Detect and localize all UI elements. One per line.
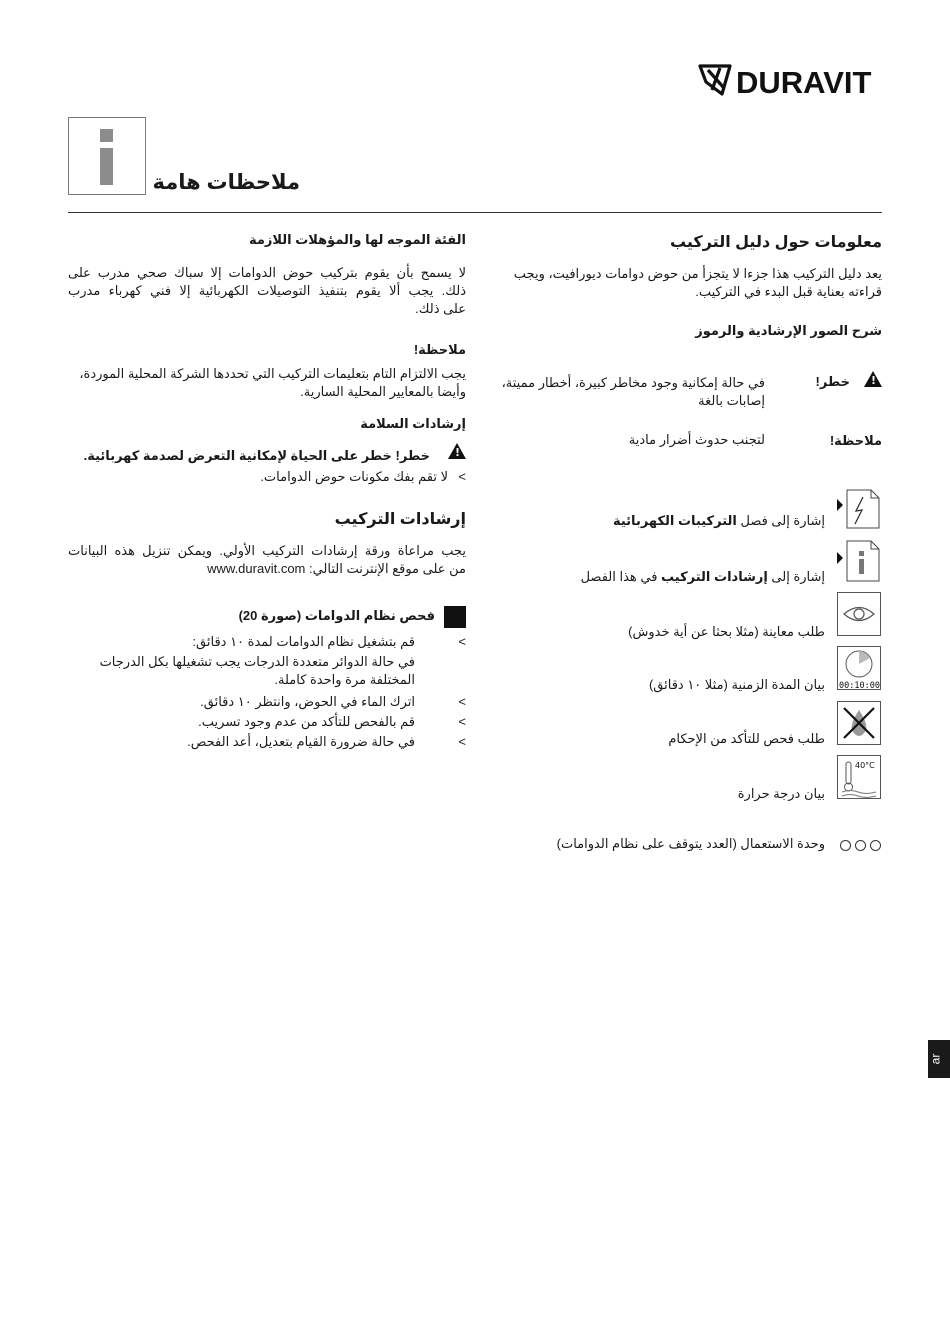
temperature-value: 40°C xyxy=(855,761,875,770)
check-item-1: قم بتشغيل نظام الدوامات لمدة ١٠ دقائق: xyxy=(192,634,415,649)
check-item-3: قم بالفحص للتأكد من عدم وجود تسريب. xyxy=(198,714,415,729)
info-icon xyxy=(68,117,146,195)
brand-name: DURAVIT xyxy=(736,65,872,100)
note-description: لتجنب حدوث أضرار مادية xyxy=(628,432,765,447)
duration-text: بيان المدة الزمنية (مثلا ١٠ دقائق) xyxy=(648,677,825,692)
control-unit-text: وحدة الاستعمال (العدد يتوقف على نظام الدوامات) xyxy=(556,836,825,851)
timer-value: 00:10:00 xyxy=(839,681,880,691)
note-text: يجب الالتزام التام بتعليمات التركيب التي تحددها الشركة المحلية الموردة، وأيضا بالمعايير المحلية السارية. xyxy=(79,366,466,399)
check-bullet: > xyxy=(458,634,466,649)
electrical-chapter-icon xyxy=(837,487,881,531)
page-title: ملاحظات هامة xyxy=(152,171,300,194)
check-item-4: في حالة ضرورة القيام بتعديل، أعد الفحص. xyxy=(187,734,415,749)
safety-warning: خطر! خطر على الحياة لإمكانية التعرض لصدمة كهربائية. xyxy=(83,448,430,463)
eye-icon xyxy=(837,592,881,636)
install-text: يجب مراعاة ورقة إرشادات التركيب الأولي. ويمكن تنزيل هذه البيانات من على موقع الإنترنت التالي: www.duravit.com xyxy=(68,543,466,576)
check-bullet: > xyxy=(458,734,466,749)
check-bullet: > xyxy=(458,714,466,729)
target-group-text: لا يسمح بأن يقوم بتركيب حوض الدوامات إلا سباك صحي مدرب على ذلك. يجب ألا يقوم بتنفيذ التوصيلات الكهربائية إلا فني كهرباء مدرب على ذلك. xyxy=(68,265,466,316)
manual-info-text: يعد دليل التركيب هذا جزءا لا يتجزأ من حوض دوامات ديورافيت، ويجب قراءته بعناية قبل البدء في التركيب. xyxy=(513,266,882,299)
timer-icon xyxy=(837,646,881,690)
safety-heading: إرشادات السلامة xyxy=(360,416,466,431)
check-heading: فحص نظام الدوامات (صورة 20) xyxy=(238,608,435,623)
safety-bullet: > xyxy=(458,469,466,484)
duravit-url[interactable]: www.duravit.com xyxy=(207,561,306,576)
control-unit-circles xyxy=(836,837,881,855)
thermometer-icon xyxy=(837,755,881,799)
safety-item: لا تقم بفك مكونات حوض الدوامات. xyxy=(260,469,448,484)
manual-info-heading: معلومات حول دليل التركيب xyxy=(669,234,882,251)
symbols-heading: شرح الصور الإرشادية والرموز xyxy=(695,323,882,338)
install-heading: إرشادات التركيب xyxy=(334,511,466,528)
leak-check-icon xyxy=(837,701,881,745)
inspection-text: طلب معاينة (مثلا بحثا عن أية خدوش) xyxy=(628,624,825,639)
check-bullet: > xyxy=(458,694,466,709)
leak-check-text: طلب فحص للتأكد من الإحكام xyxy=(668,731,825,746)
check-item-1-detail: في حالة الدوائر متعددة الدرجات يجب تشغيلها بكل الدرجات المختلفة مرة واحدة كاملة. xyxy=(99,654,415,687)
duravit-logo xyxy=(696,58,882,102)
temperature-text: بيان درجة حرارة xyxy=(737,786,825,801)
check-item-2: اترك الماء في الحوض، وانتظر ١٠ دقائق. xyxy=(200,694,415,709)
title-divider xyxy=(68,212,882,213)
electrical-chapter-text: إشارة إلى فصل التركيبات الكهربائية xyxy=(612,513,825,528)
step-square-marker xyxy=(444,606,466,628)
note-label: ملاحظة! xyxy=(829,433,882,448)
note-heading: ملاحظة! xyxy=(413,342,466,357)
installation-chapter-icon xyxy=(837,538,881,582)
language-tab: ar xyxy=(928,1040,950,1078)
danger-label: خطر! xyxy=(815,374,850,389)
installation-chapter-text: إشارة إلى إرشادات التركيب في هذا الفصل xyxy=(580,569,825,584)
target-group-heading: الفئة الموجه لها والمؤهلات اللازمة xyxy=(249,232,466,247)
danger-description: في حالة إمكانية وجود مخاطر كبيرة، أخطار مميتة، إصابات بالغة xyxy=(501,375,765,408)
